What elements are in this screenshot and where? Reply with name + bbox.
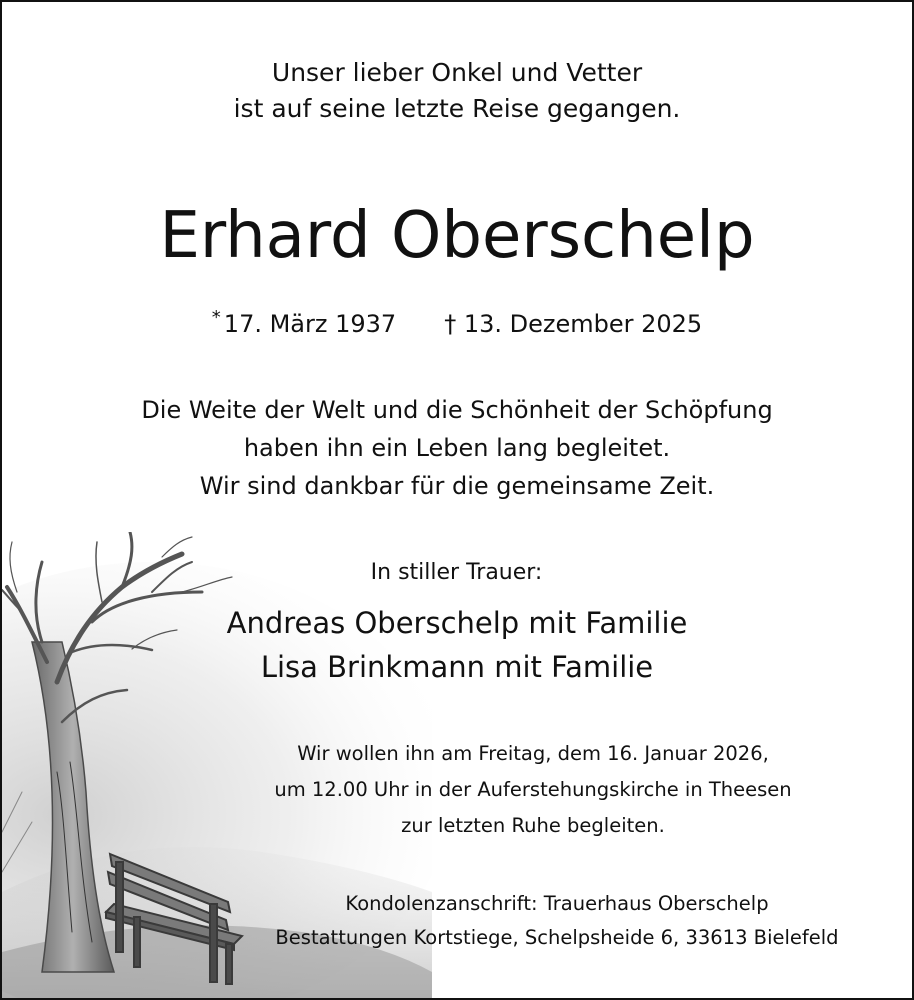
death-symbol: † [444, 310, 457, 338]
family-line-1: Andreas Oberschelp mit Familie [226, 606, 688, 640]
deceased-name: Erhard Oberschelp [159, 199, 755, 273]
verse-line-2: haben ihn ein Leben lang begleitet. [243, 434, 671, 462]
service-line-3: zur letzten Ruhe begleiten. [401, 814, 665, 837]
verse-line-3: Wir sind dankbar für die gemeinsame Zeit. [199, 472, 715, 500]
intro-line-1: Unser lieber Onkel und Vetter [271, 58, 643, 87]
mourners-heading [2, 560, 912, 585]
verse-line-1: Die Weite der Welt und die Schönheit der Schöpfung [141, 396, 773, 424]
contact-line-1: Kondolenzanschrift: Trauerhaus Oberschelp [345, 892, 769, 915]
service-line-2: um 12.00 Uhr in der Auferstehungskirche in Theesen [274, 778, 792, 801]
service-line-1: Wir wollen ihn am Freitag, dem 16. Januar 2026, [297, 742, 769, 765]
death-date: 13. Dezember 2025 [463, 310, 703, 338]
family-line-2: Lisa Brinkmann mit Familie [260, 650, 654, 684]
mourners-heading-text: In stiller Trauer: [370, 560, 543, 585]
birth-symbol: * [211, 307, 221, 328]
intro-line-2: ist auf seine letzte Reise gegangen. [233, 94, 681, 123]
contact-line-2: Bestattungen Kortstiege, Schelpsheide 6, 33613 Bielefeld [275, 926, 839, 949]
life-dates [2, 307, 912, 338]
birth-date: 17. März 1937 [223, 310, 397, 338]
